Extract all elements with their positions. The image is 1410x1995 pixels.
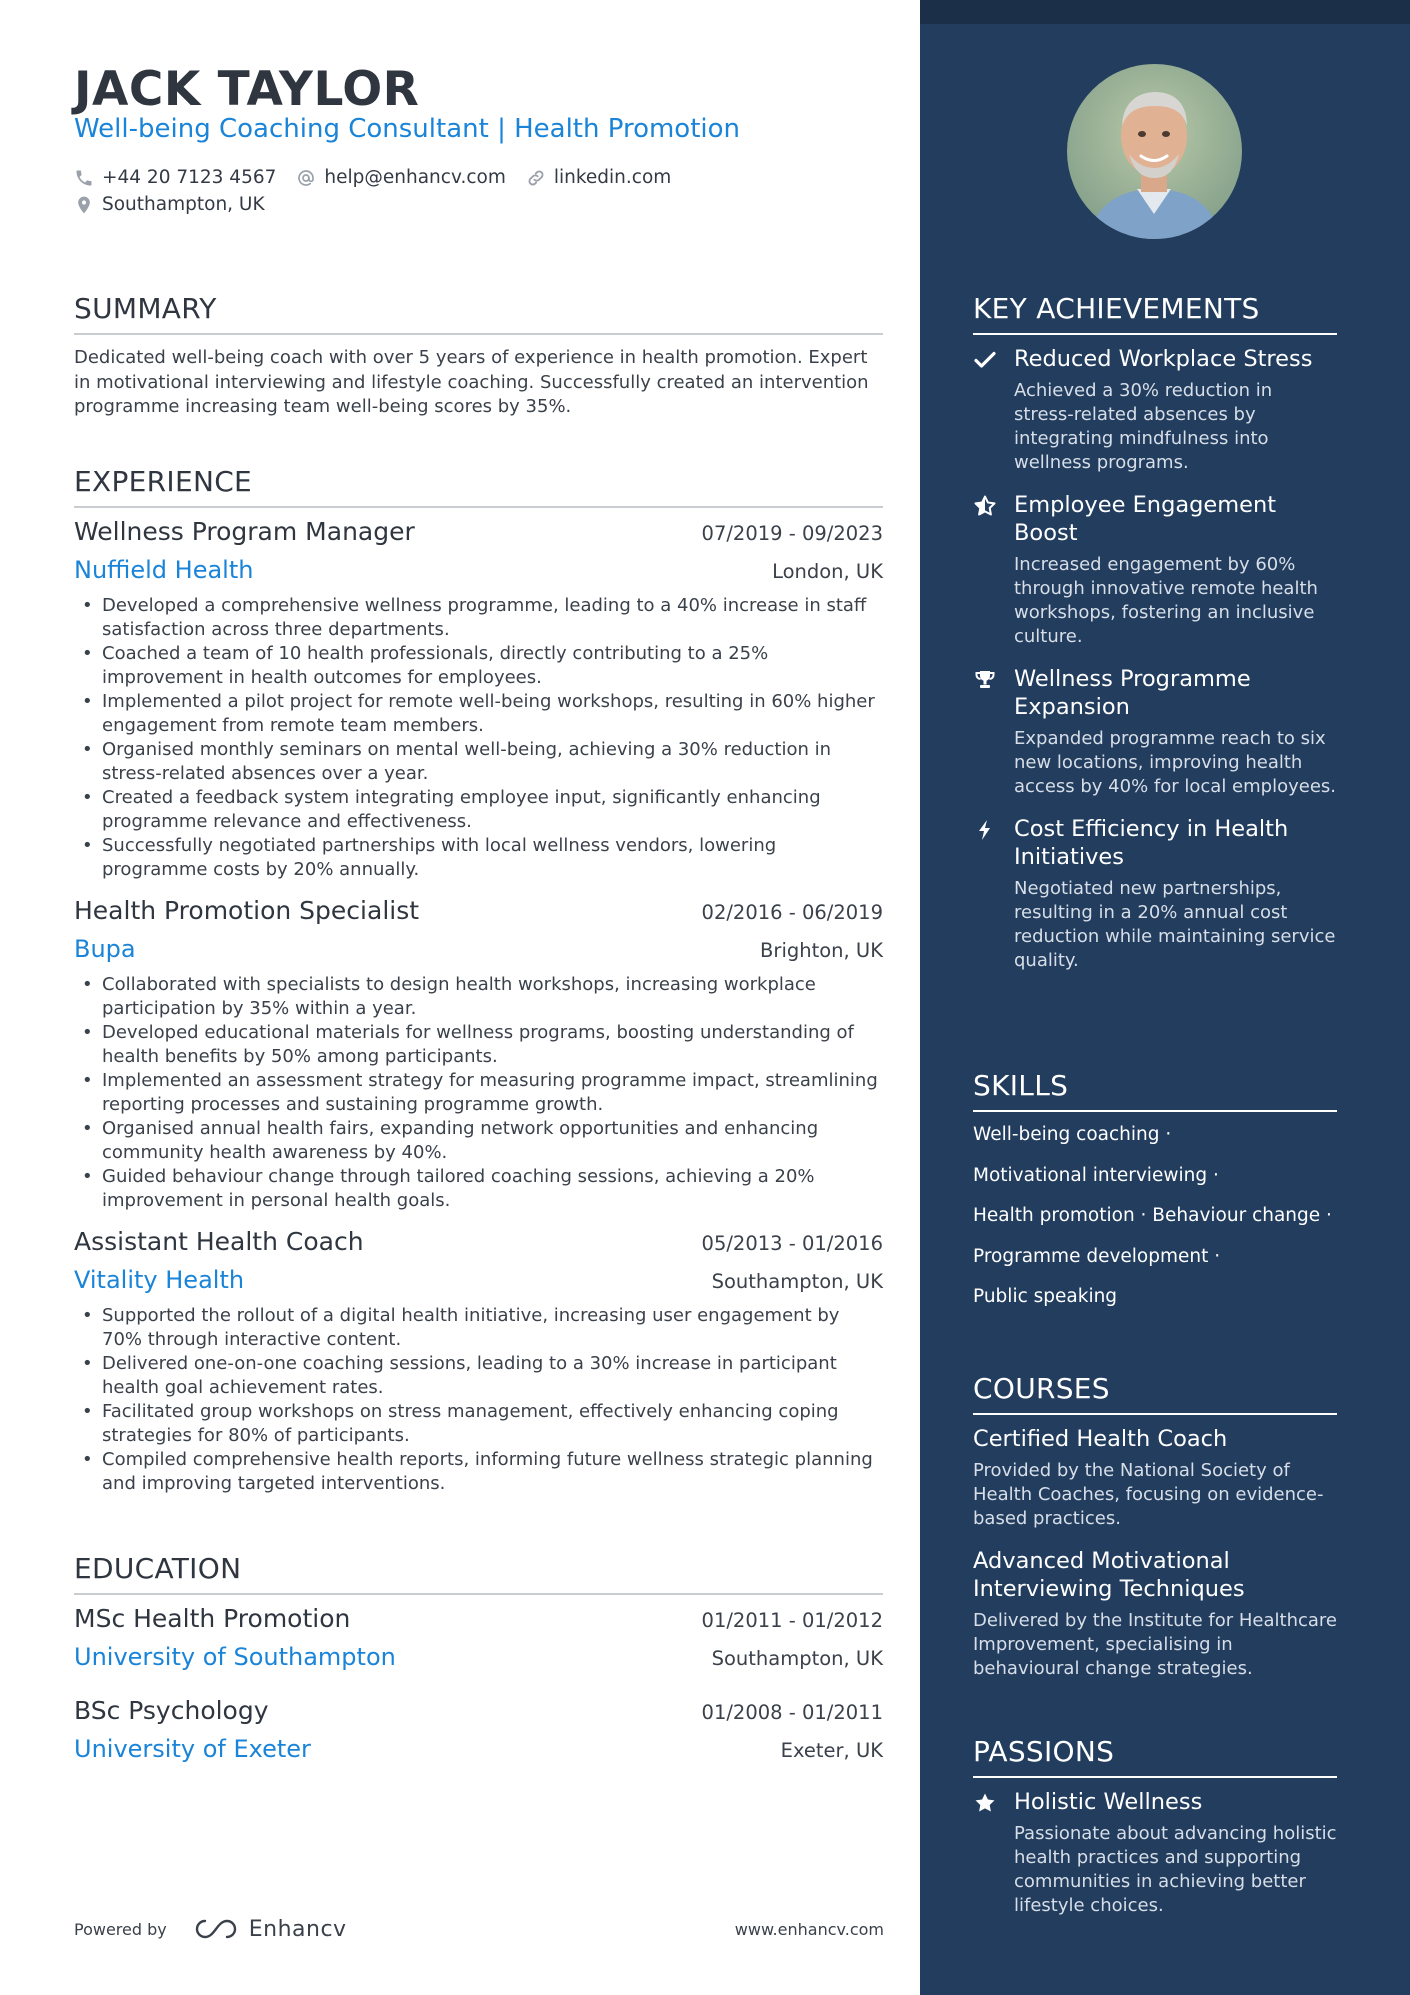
skill-line: Programme development ·: [973, 1245, 1221, 1267]
achievement-item: [973, 345, 1337, 475]
experience-entry: [74, 896, 883, 1213]
course-desc: Delivered by the Institute for Healthcare Improvement, specialising in behavioural change strategies.: [973, 1610, 1338, 1679]
phone-contact[interactable]: [74, 167, 276, 188]
sidebar: [920, 0, 1410, 1995]
experience-entry: [74, 1227, 883, 1496]
linkedin-contact[interactable]: [526, 167, 671, 188]
job-dates: 05/2013 - 01/2016: [701, 1232, 883, 1255]
school-name: University of Exeter: [74, 1735, 311, 1763]
achievements-section: [973, 288, 1337, 973]
job-role: Wellness Program Manager: [74, 517, 415, 546]
enhancv-logo-icon: [193, 1917, 239, 1941]
star-half-icon: [973, 494, 997, 518]
linkedin-url: linkedin.com: [553, 167, 672, 188]
achievement-desc: Negotiated new partnerships, resulting in a 20% annual cost reduction while maintaining service quality.: [1014, 878, 1336, 971]
passions-section: [973, 1731, 1337, 1918]
skills-heading: SKILLS: [973, 1069, 1069, 1102]
enhancv-logo[interactable]: [193, 1917, 347, 1942]
job-company: Bupa: [74, 935, 136, 963]
section-divider: [973, 1776, 1337, 1778]
bolt-icon: [973, 818, 997, 842]
bullet-item: • Organised annual health fairs, expanding network opportunities and enhancing community health awareness by 40%.: [74, 1117, 883, 1165]
achievement-title: Reduced Workplace Stress: [1014, 346, 1313, 372]
job-company: Nuffield Health: [74, 556, 254, 584]
passions-heading: PASSIONS: [973, 1735, 1115, 1768]
education-dates: 01/2008 - 01/2011: [701, 1701, 883, 1724]
job-dates: 07/2019 - 09/2023: [701, 522, 883, 545]
bullet-item: • Collaborated with specialists to design health workshops, increasing workplace participation by 35% within a year.: [74, 973, 883, 1021]
candidate-title: Well-being Coaching Consultant | Health Promotion: [74, 114, 741, 144]
course-title: Certified Health Coach: [973, 1426, 1228, 1452]
degree-name: MSc Health Promotion: [74, 1604, 351, 1633]
summary-section: [74, 288, 883, 420]
school-location: Southampton, UK: [711, 1647, 883, 1670]
skill-line: Public speaking: [973, 1286, 1118, 1307]
section-divider: [74, 506, 883, 508]
achievement-item: [973, 491, 1337, 649]
achievement-item: [973, 815, 1337, 973]
achievement-title: Employee Engagement Boost: [1014, 492, 1277, 546]
job-role: Health Promotion Specialist: [74, 896, 420, 925]
bullet-item: • Implemented a pilot project for remote well-being workshops, resulting in 60% higher engagement from remote team members.: [74, 690, 883, 738]
job-company: Vitality Health: [74, 1266, 245, 1294]
skill-line: Well-being coaching ·: [973, 1124, 1172, 1145]
contact-info: [74, 164, 894, 218]
passion-desc: Passionate about advancing holistic health practices and supporting communities in achieving better lifestyle choices.: [1014, 1823, 1337, 1916]
phone-icon: [74, 168, 94, 188]
education-heading: EDUCATION: [74, 1552, 242, 1585]
section-divider: [973, 333, 1337, 335]
education-section: [74, 1548, 883, 1769]
passion-title: Holistic Wellness: [1014, 1789, 1203, 1815]
location-contact: [74, 194, 265, 215]
link-icon: [526, 168, 546, 188]
courses-heading: COURSES: [973, 1372, 1110, 1405]
bullet-item: • Coached a team of 10 health professionals, directly contributing to a 25% improvement in health outcomes for employees.: [74, 642, 883, 690]
footer: [74, 1914, 884, 1944]
courses-section: [973, 1368, 1337, 1681]
course-item: [973, 1547, 1337, 1681]
bullet-item: • Developed educational materials for wellness programs, boosting understanding of health benefits by 50% among participants.: [74, 1021, 883, 1069]
location-text: Southampton, UK: [102, 194, 265, 215]
bullet-item: • Developed a comprehensive wellness programme, leading to a 40% increase in staff satisfaction across three departments.: [74, 594, 883, 642]
bullet-item: • Guided behaviour change through tailored coaching sessions, achieving a 20% improvement in personal health goals.: [74, 1165, 883, 1213]
section-divider: [74, 1593, 883, 1595]
course-title: Advanced Motivational Interviewing Techniques: [973, 1548, 1245, 1602]
candidate-name: JACK TAYLOR: [74, 62, 420, 117]
achievement-item: [973, 665, 1337, 799]
job-bullets: [74, 594, 883, 882]
bullet-item: • Facilitated group workshops on stress management, effectively enhancing coping strategies for 80% of participants.: [74, 1400, 883, 1448]
bullet-item: • Created a feedback system integrating employee input, significantly enhancing programme relevance and effectiveness.: [74, 786, 883, 834]
check-icon: [973, 348, 997, 372]
education-entry: [74, 1604, 883, 1677]
email-contact[interactable]: [296, 167, 505, 188]
job-dates: 02/2016 - 06/2019: [701, 901, 883, 924]
degree-name: BSc Psychology: [74, 1696, 269, 1725]
job-bullets: [74, 1304, 883, 1496]
sidebar-top-band: [920, 0, 1410, 24]
course-desc: Provided by the National Society of Health Coaches, focusing on evidence-based practices.: [973, 1460, 1324, 1529]
location-pin-icon: [74, 195, 94, 215]
achievement-title: Wellness Programme Expansion: [1014, 666, 1251, 720]
achievement-desc: Expanded programme reach to six new locations, improving health access by 40% for local employees.: [1014, 728, 1336, 797]
section-divider: [74, 333, 883, 335]
summary-heading: SUMMARY: [74, 292, 217, 325]
school-name: University of Southampton: [74, 1643, 396, 1671]
star-icon: [973, 1791, 997, 1815]
bullet-item: • Implemented an assessment strategy for measuring programme impact, streamlining reporting processes and sustaining programme growth.: [74, 1069, 883, 1117]
at-icon: [296, 168, 316, 188]
email-address: help@enhancv.com: [324, 167, 506, 188]
skill-line: Motivational interviewing ·: [973, 1164, 1219, 1186]
skill-line: Health promotion · Behaviour change ·: [973, 1205, 1332, 1226]
education-dates: 01/2011 - 01/2012: [701, 1609, 883, 1632]
profile-photo: [1067, 64, 1242, 239]
bullet-item: • Successfully negotiated partnerships with local wellness vendors, lowering programme costs by 20% annually.: [74, 834, 883, 882]
experience-entry: [74, 517, 883, 882]
job-location: London, UK: [772, 560, 883, 583]
brand-name: Enhancv: [248, 1916, 347, 1942]
skills-list: [973, 1115, 1337, 1318]
bullet-item: • Supported the rollout of a digital health initiative, increasing user engagement by 70% through interactive content.: [74, 1304, 883, 1352]
job-location: Southampton, UK: [711, 1270, 883, 1293]
job-location: Brighton, UK: [760, 939, 883, 962]
website-link[interactable]: www.enhancv.com: [734, 1919, 884, 1939]
education-entry: [74, 1696, 883, 1769]
achievements-heading: KEY ACHIEVEMENTS: [973, 292, 1260, 325]
achievement-desc: Increased engagement by 60% through innovative remote health workshops, fostering an inclusive culture.: [1014, 554, 1318, 647]
achievement-desc: Achieved a 30% reduction in stress-related absences by integrating mindfulness into wellness programs.: [1014, 380, 1273, 473]
skills-section: [973, 1065, 1337, 1318]
course-item: [973, 1425, 1337, 1531]
phone-number: +44 20 7123 4567: [102, 167, 277, 188]
job-bullets: [74, 973, 883, 1213]
bullet-item: • Delivered one-on-one coaching sessions, leading to a 30% increase in participant health goal achievement rates.: [74, 1352, 883, 1400]
passion-item: [973, 1788, 1337, 1918]
experience-section: [74, 461, 883, 1496]
summary-text: Dedicated well-being coach with over 5 years of experience in health promotion. Expert in motivational interviewing and lifestyle coaching. Successfully created an intervention programme increasing team well-being scores by 35%.: [74, 347, 869, 417]
powered-by-label: Powered by: [74, 1919, 167, 1939]
achievement-title: Cost Efficiency in Health Initiatives: [1014, 816, 1289, 870]
bullet-item: • Organised monthly seminars on mental well-being, achieving a 30% reduction in stress-related absences over a year.: [74, 738, 883, 786]
bullet-item: • Compiled comprehensive health reports, informing future wellness strategic planning and improving targeted interventions.: [74, 1448, 883, 1496]
experience-heading: EXPERIENCE: [74, 465, 253, 498]
section-divider: [973, 1413, 1337, 1415]
school-location: Exeter, UK: [780, 1739, 883, 1762]
trophy-icon: [973, 668, 997, 692]
section-divider: [973, 1110, 1337, 1112]
job-role: Assistant Health Coach: [74, 1227, 364, 1256]
